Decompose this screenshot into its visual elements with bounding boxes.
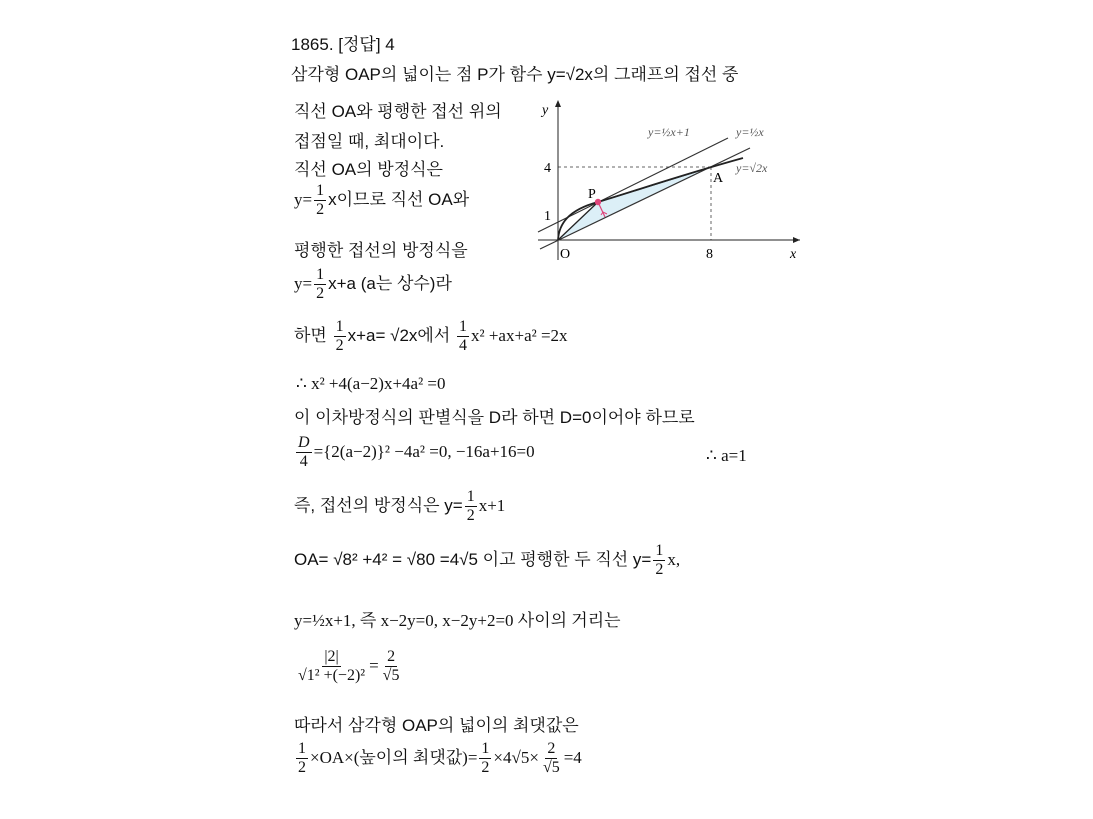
frac-den: √5: [382, 667, 400, 684]
frac-num: D: [298, 434, 310, 451]
problem-header: 1865. [정답] 4: [291, 35, 395, 54]
line-4: [294, 182, 469, 219]
line-16-a: ×OA×(높이의 최댓값)=: [310, 747, 478, 767]
frac-num: 1: [335, 318, 344, 335]
frac-num: |2|: [324, 648, 339, 665]
frac-den: 2: [481, 759, 490, 776]
frac-den: 2: [335, 337, 344, 354]
fraction-D4: [296, 434, 312, 471]
line-12: [294, 542, 680, 579]
line-8: ∴ x² +4(a−2)x+4a² =0: [296, 374, 446, 393]
fraction-half: [296, 740, 308, 777]
fraction-two-sqrt5: [541, 740, 562, 777]
frac-num: 1: [298, 740, 306, 757]
tick-8: 8: [706, 247, 713, 262]
line-9: 이 이차방정식의 판별식을 D라 하면 D=0이어야 하므로: [294, 408, 695, 427]
label-curve: y=√2x: [736, 161, 768, 175]
label-A: A: [713, 171, 724, 186]
tick-4: 4: [544, 161, 551, 176]
frac-den: √1² +(−2)²: [298, 667, 366, 684]
line-6: [294, 266, 452, 303]
frac-num: 1: [459, 318, 467, 335]
frac-den: 2: [298, 759, 306, 776]
x-axis-label: x: [790, 247, 797, 262]
tick-1: 1: [544, 209, 551, 224]
line-16-b: ×4√5×: [493, 747, 539, 767]
fraction-two-sqrt5: [381, 648, 402, 685]
line-14-eq: =: [369, 655, 379, 675]
line-7: [294, 318, 568, 355]
line-7-pre: 하면: [294, 325, 327, 345]
line-11-pre: 즉, 접선의 방정식은 y=: [294, 495, 463, 515]
frac-den: 2: [466, 507, 475, 524]
segment-PA: [598, 167, 711, 202]
line-1: 직선 OA와 평행한 접선 위의: [294, 102, 502, 121]
distance-fraction: [296, 648, 367, 685]
line-3: 직선 OA의 방정식은: [294, 160, 443, 179]
label-P: P: [588, 187, 596, 202]
line-13: y=½x+1, 즉 x−2y=0, x−2y+2=0 사이의 거리는: [294, 611, 621, 630]
origin-label: O: [560, 247, 571, 262]
line-2: 접점일 때, 최대이다.: [294, 132, 445, 151]
fraction-half: [479, 740, 491, 777]
intro-text: 삼각형 OAP의 넓이는 점 P가 함수 y=√2x의 그래프의 접선 중: [291, 65, 739, 84]
frac-den: 2: [316, 201, 325, 218]
fraction-half: [314, 266, 326, 303]
line-10: [294, 434, 535, 471]
frac-den: 4: [299, 453, 308, 470]
fraction-half: [653, 542, 665, 579]
line-7-mid: x+a= √2x에서: [347, 325, 451, 345]
y-axis-label: y: [542, 103, 549, 118]
line-14: [294, 648, 403, 685]
line-12-pre: OA= √8² +4² = √80 =4√5 이고 평행한 두 직선 y=: [294, 549, 652, 569]
line-11-post: x+1: [478, 495, 506, 515]
line-11: [294, 488, 505, 525]
frac-den: 4: [459, 337, 467, 354]
line-4-post: x이므로 직선 OA와: [328, 189, 470, 209]
line-10-eq: ={2(a−2)}² −4a² =0, −16a+16=0: [313, 441, 535, 461]
label-tangent: y=½x+1: [648, 125, 690, 139]
frac-den: 2: [655, 561, 664, 578]
fraction-quarter: [457, 318, 469, 355]
frac-den: 2: [316, 285, 325, 302]
frac-num: 2: [547, 740, 556, 757]
line-4-pre: y=: [294, 189, 313, 209]
frac-den: √5: [542, 759, 560, 776]
line-6-pre: y=: [294, 273, 313, 293]
frac-num: 2: [387, 648, 396, 665]
fraction-half: [334, 318, 346, 355]
line-16-c: =4: [563, 747, 582, 767]
frac-num: 1: [655, 542, 664, 559]
line-5: 평행한 접선의 방정식을: [294, 241, 468, 260]
graph-figure: [528, 92, 808, 272]
y-axis-arrow: [555, 100, 561, 107]
line-7-post: x² +ax+a² =2x: [471, 325, 568, 345]
fraction-half: [314, 182, 326, 219]
frac-num: 1: [466, 488, 475, 505]
line-6-post: x+a (a는 상수)라: [328, 273, 452, 293]
frac-num: 1: [481, 740, 490, 757]
x-axis-arrow: [793, 237, 800, 243]
fraction-half: [465, 488, 477, 525]
label-line: y=½x: [736, 125, 764, 139]
frac-num: 1: [316, 182, 325, 199]
line-10-result: ∴ a=1: [706, 446, 747, 465]
line-12-post: x,: [667, 549, 681, 569]
line-15: 따라서 삼각형 OAP의 넓이의 최댓값은: [294, 716, 579, 735]
line-16: [294, 740, 582, 777]
frac-num: 1: [316, 266, 325, 283]
line-OA: [540, 148, 750, 249]
